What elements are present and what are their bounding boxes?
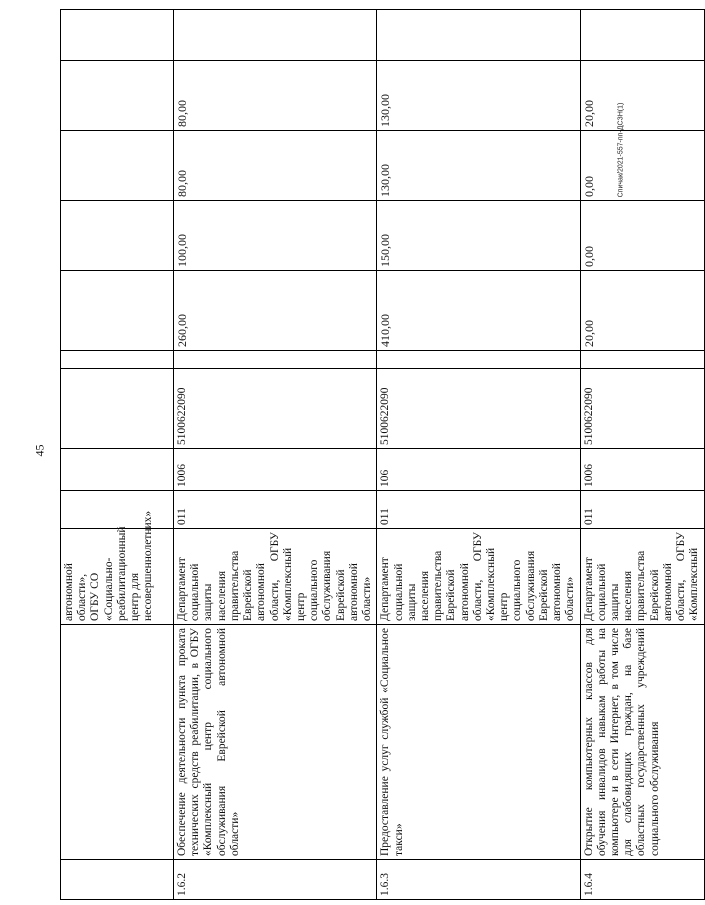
cell-executor: автономной области», ОГБУ СО «Социально- реабилитационный центр для несовершеннолетних» [61, 529, 174, 625]
cell-code [61, 491, 174, 529]
cell-csr [61, 369, 174, 449]
table-row [174, 10, 377, 900]
cell-csr: 5100622090 [377, 369, 580, 449]
cell-value-year1: 150,00 [377, 201, 580, 271]
cell-value-year3 [61, 61, 174, 131]
cell-name: Открытие компьютерных классов для обучения инвалидов навыкам работы на компьютере и в сети Интернет, в том числе для слабовидящих граждан, на базе областных государственных учреждений социального обслуживания [580, 625, 704, 860]
cell-value-total: 20,00 [580, 271, 704, 351]
cell-num: 1.6.2 [174, 860, 377, 900]
budget-table [60, 9, 705, 900]
cell-value-year4 [580, 10, 704, 61]
cell-value-year1 [61, 201, 174, 271]
cell-value-year3: 80,00 [174, 61, 377, 131]
cell-num [61, 860, 174, 900]
page-number: 45 [32, 444, 47, 457]
cell-vr [61, 351, 174, 369]
cell-section: 1006 [580, 449, 704, 491]
cell-value-year2 [61, 131, 174, 201]
cell-value-total: 260,00 [174, 271, 377, 351]
cell-value-total [61, 271, 174, 351]
cell-value-year1: 0,00 [580, 201, 704, 271]
cell-section: 1006 [174, 449, 377, 491]
cell-value-year2: 80,00 [174, 131, 377, 201]
cell-value-total: 410,00 [377, 271, 580, 351]
cell-name [61, 625, 174, 860]
cell-code: 011 [580, 491, 704, 529]
table-row [61, 10, 174, 900]
cell-executor: Департамент социальной защиты населения правительства Еврейской автономной области, ОГБУ «Комплексный [580, 529, 704, 625]
cell-value-year2: 130,00 [377, 131, 580, 201]
cell-executor: Департамент социальной защиты населения правительства Еврейской автономной области, ОГБУ «Комплексный центр социального обслуживания Еврейской автономной области» [174, 529, 377, 625]
cell-vr [377, 351, 580, 369]
cell-name: Обеспечение деятельности пункта проката технических средств реабилитации, в ОГБУ «Комплексный центр социального обслуживания Еврейской автономной области» [174, 625, 377, 860]
cell-executor: Департамент социальной защиты населения правительства Еврейской автономной области, ОГБУ «Комплексный центр социального обслуживания Еврейской автономной области» [377, 529, 580, 625]
cell-value-year3: 20,00 [580, 61, 704, 131]
cell-csr: 5100622090 [174, 369, 377, 449]
cell-value-year4 [377, 10, 580, 61]
cell-value-year4 [174, 10, 377, 61]
cell-vr [174, 351, 377, 369]
cell-vr [580, 351, 704, 369]
cell-code: 011 [377, 491, 580, 529]
cell-name: Предоставление услуг службой «Социальное такси» [377, 625, 580, 860]
cell-section: 106 [377, 449, 580, 491]
cell-value-year4 [61, 10, 174, 61]
cell-code: 011 [174, 491, 377, 529]
cell-section [61, 449, 174, 491]
cell-num: 1.6.3 [377, 860, 580, 900]
cell-value-year2: 0,00 [580, 131, 704, 201]
cell-num: 1.6.4 [580, 860, 704, 900]
cell-value-year3: 130,00 [377, 61, 580, 131]
cell-value-year1: 100,00 [174, 201, 377, 271]
cell-csr: 5100622090 [580, 369, 704, 449]
side-code-text: Спичак/2021-557-пп-ДСЗН(1) [617, 102, 625, 198]
table-row [377, 10, 580, 900]
table-row [580, 10, 704, 900]
